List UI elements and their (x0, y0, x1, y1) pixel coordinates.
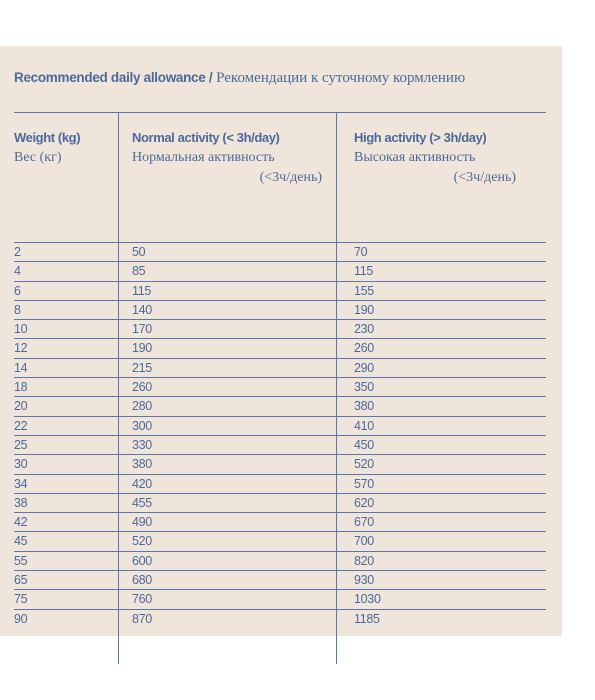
normal-activity-cell: 115 (132, 283, 152, 298)
table-row (14, 475, 546, 494)
title-english: Recommended daily allowance / (14, 70, 213, 85)
header-weight-ru: Вес (кг) (14, 150, 62, 165)
weight-cell: 6 (14, 283, 21, 298)
weight-cell: 75 (14, 592, 28, 607)
weight-cell: 18 (14, 380, 28, 395)
normal-activity-cell: 190 (132, 341, 152, 356)
weight-cell: 12 (14, 341, 28, 356)
normal-activity-cell: 215 (132, 360, 152, 375)
table-row (14, 262, 546, 281)
weight-cell: 90 (14, 611, 28, 626)
table-row (14, 243, 546, 262)
high-activity-cell: 450 (354, 437, 374, 452)
table-row (14, 378, 546, 397)
weight-cell: 55 (14, 553, 28, 568)
header-high-ru2: (<3ч/день) (453, 170, 516, 185)
header-high-en: High activity (> 3h/day) (354, 130, 487, 145)
high-activity-cell: 115 (354, 264, 374, 279)
table-row (14, 397, 546, 416)
weight-cell: 25 (14, 437, 28, 452)
high-activity-cell: 190 (354, 302, 374, 317)
header-normal-ru2: (<3ч/день) (259, 170, 322, 185)
table-row (14, 282, 546, 301)
table-row (14, 494, 546, 513)
high-activity-cell: 620 (354, 495, 374, 510)
table-row (14, 359, 546, 378)
title-russian: Рекомендации к суточному кормлению (212, 70, 466, 86)
normal-activity-cell: 280 (132, 399, 152, 414)
normal-activity-cell: 260 (132, 380, 152, 395)
weight-cell: 42 (14, 515, 28, 530)
high-activity-cell: 1185 (354, 611, 380, 626)
high-activity-cell: 410 (354, 418, 374, 433)
normal-activity-cell: 85 (132, 264, 146, 279)
weight-cell: 45 (14, 534, 28, 549)
header-normal-en: Normal activity (< 3h/day) (132, 130, 280, 145)
table-row (14, 320, 546, 339)
table-row (14, 552, 546, 571)
table-body (14, 243, 546, 629)
top-rule (14, 112, 546, 113)
high-activity-cell: 670 (354, 515, 374, 530)
table-row (14, 590, 546, 609)
weight-cell: 30 (14, 457, 28, 472)
header-normal-activity (132, 128, 322, 188)
normal-activity-cell: 420 (132, 476, 152, 491)
table-row (14, 455, 546, 474)
high-activity-cell: 820 (354, 553, 374, 568)
high-activity-cell: 290 (354, 360, 374, 375)
weight-cell: 2 (14, 245, 21, 259)
table-row (14, 571, 546, 590)
normal-activity-cell: 330 (132, 437, 152, 452)
high-activity-cell: 260 (354, 341, 374, 356)
normal-activity-cell: 760 (132, 592, 152, 607)
header-high-ru: Высокая активность (354, 150, 476, 165)
normal-activity-cell: 870 (132, 611, 152, 626)
normal-activity-cell: 520 (132, 534, 152, 549)
normal-activity-cell: 170 (132, 322, 152, 337)
table-title (14, 70, 465, 87)
normal-activity-cell: 380 (132, 457, 152, 472)
high-activity-cell: 155 (354, 283, 374, 298)
high-activity-cell: 700 (354, 534, 374, 549)
header-weight-en: Weight (kg) (14, 130, 81, 145)
high-activity-cell: 230 (354, 322, 374, 337)
header-normal-ru: Нормальная активность (132, 150, 275, 165)
allowance-panel (0, 46, 562, 636)
table-row (14, 532, 546, 551)
table-row (14, 610, 546, 629)
normal-activity-cell: 50 (132, 245, 146, 259)
high-activity-cell: 70 (354, 245, 368, 259)
weight-cell: 8 (14, 302, 21, 317)
normal-activity-cell: 140 (132, 302, 152, 317)
high-activity-cell: 930 (354, 573, 374, 588)
table-row (14, 513, 546, 532)
normal-activity-cell: 680 (132, 573, 152, 588)
weight-cell: 4 (14, 264, 21, 279)
weight-cell: 14 (14, 360, 28, 375)
weight-cell: 10 (14, 322, 28, 337)
high-activity-cell: 1030 (354, 592, 381, 607)
high-activity-cell: 570 (354, 476, 374, 491)
weight-cell: 38 (14, 495, 28, 510)
normal-activity-cell: 490 (132, 515, 152, 530)
weight-cell: 65 (14, 573, 28, 588)
normal-activity-cell: 600 (132, 553, 152, 568)
table-row (14, 417, 546, 436)
high-activity-cell: 520 (354, 457, 374, 472)
header-weight (14, 128, 114, 168)
table-row (14, 301, 546, 320)
weight-cell: 34 (14, 476, 28, 491)
high-activity-cell: 350 (354, 380, 374, 395)
header-high-activity (354, 128, 516, 188)
weight-cell: 22 (14, 418, 28, 433)
normal-activity-cell: 455 (132, 495, 152, 510)
table-row (14, 436, 546, 455)
table-row (14, 339, 546, 358)
weight-cell: 20 (14, 399, 28, 414)
normal-activity-cell: 300 (132, 418, 152, 433)
high-activity-cell: 380 (354, 399, 374, 414)
